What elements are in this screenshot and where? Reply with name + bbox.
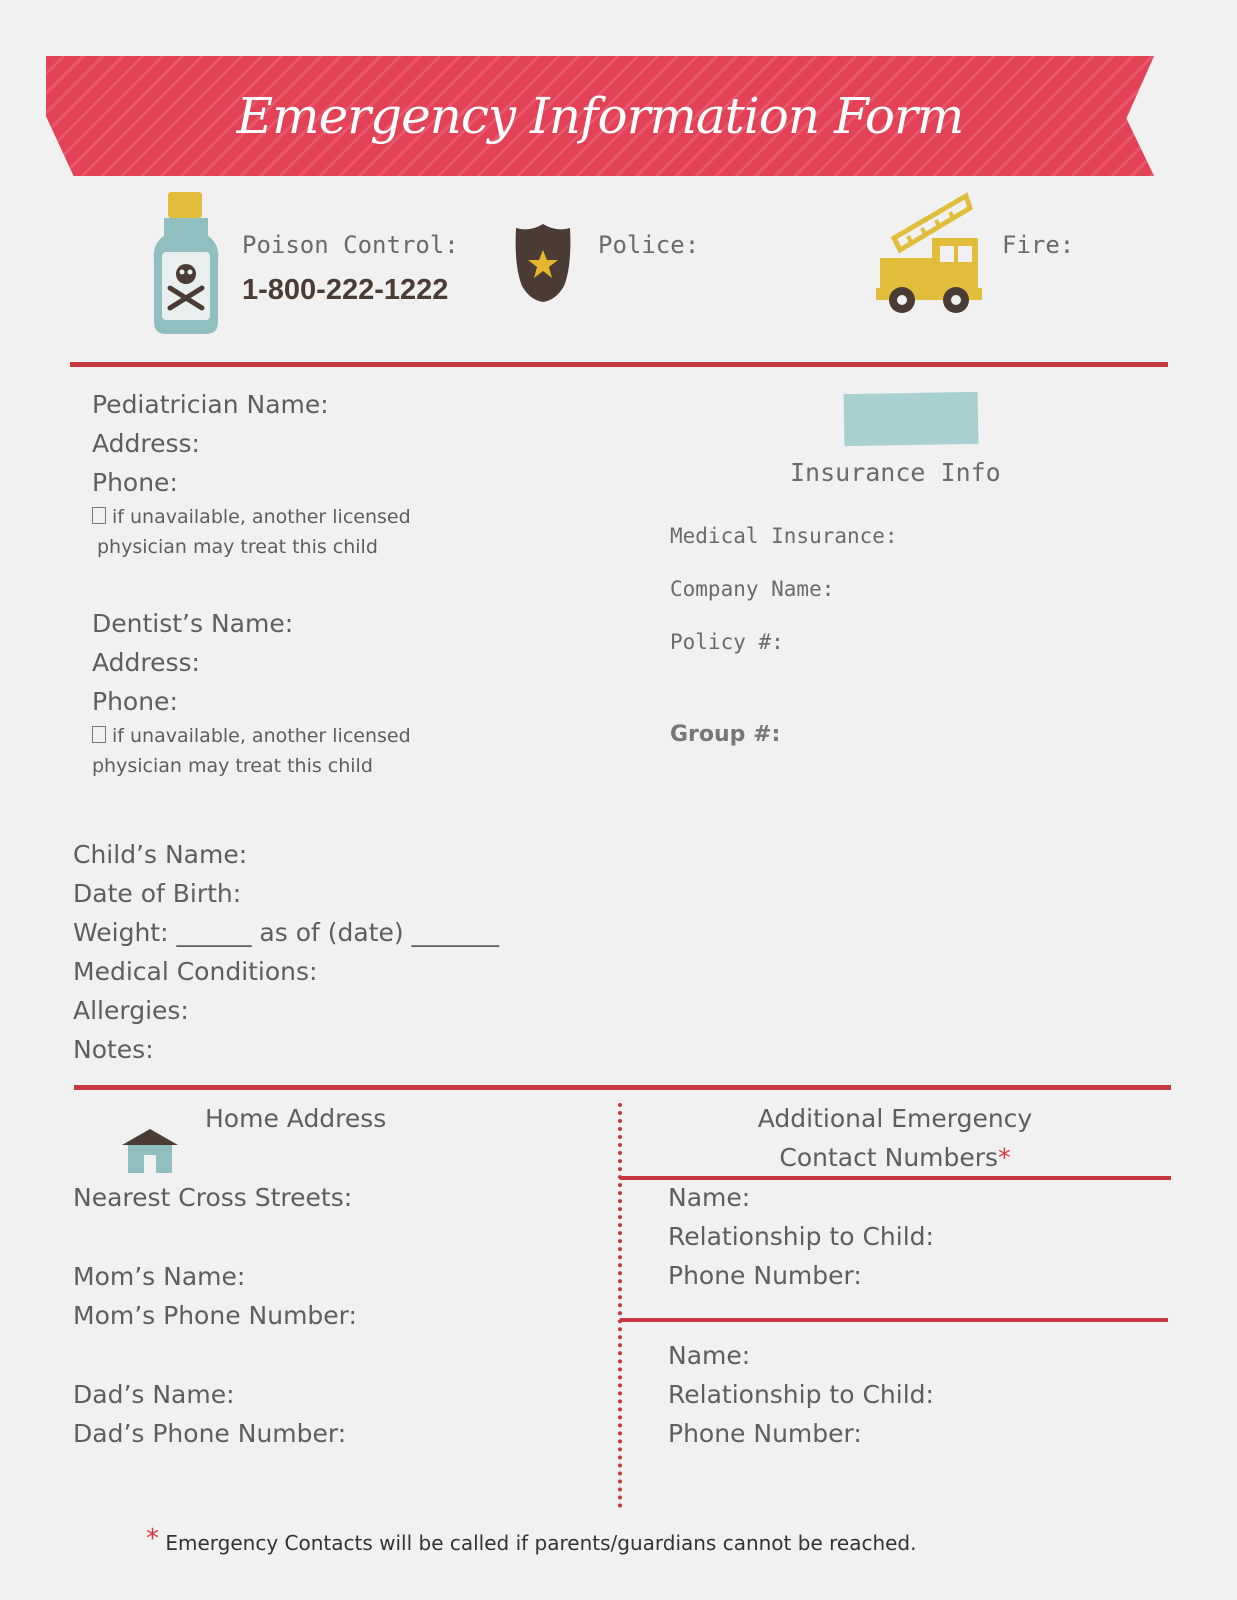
divider-middle [74,1085,1171,1090]
dentist-name-field[interactable]: Dentist’s Name: [92,609,294,638]
poison-control-label: Poison Control: [242,231,459,259]
pediatrician-address-field[interactable]: Address: [92,429,200,458]
pediatrician-note-line2: physician may treat this child [97,536,378,558]
footer-text: Emergency Contacts will be called if parents/guardians cannot be reached. [165,1531,917,1555]
divider-top [70,362,1168,367]
column-divider [618,1103,622,1508]
contacts-heading-line1: Additional Emergency [757,1104,1033,1133]
policy-number-field[interactable]: Policy #: [670,630,784,654]
mom-name-field[interactable]: Mom’s Name: [73,1262,246,1291]
dentist-checkbox[interactable] [92,726,106,743]
contacts-heading-line2 [640,1138,1150,1177]
fire-label: Fire: [1002,231,1075,259]
dentist-note-line2: physician may treat this child [92,755,373,777]
footer-note [146,1524,916,1555]
pediatrician-section [92,385,411,562]
dad-name-field[interactable]: Dad’s Name: [73,1380,235,1409]
form-title: Emergency Information Form [236,87,964,145]
dentist-note-line1: if unavailable, another licensed [112,725,411,747]
allergies-field[interactable]: Allergies: [73,996,189,1025]
medical-insurance-field[interactable]: Medical Insurance: [670,524,898,548]
pediatrician-phone-field[interactable]: Phone: [92,468,178,497]
contact2-name-field[interactable]: Name: [668,1341,751,1370]
dentist-address-field[interactable]: Address: [92,648,200,677]
dentist-phone-field[interactable]: Phone: [92,687,178,716]
contacts-asterisk: * [998,1143,1011,1172]
dentist-section [92,604,411,781]
fire-truck-icon [874,186,986,318]
contact1-phone-field[interactable]: Phone Number: [668,1261,862,1290]
group-number-field[interactable]: Group #: [670,722,781,747]
poison-bottle-icon [150,190,222,336]
insurance-heading: Insurance Info [790,458,1001,487]
home-address-heading: Home Address [205,1104,387,1133]
company-name-field[interactable]: Company Name: [670,577,835,601]
child-section [73,835,499,1069]
mom-phone-field[interactable]: Mom’s Phone Number: [73,1301,357,1330]
pediatrician-checkbox[interactable] [92,507,106,524]
poison-control-number: 1-800-222-1222 [242,274,449,306]
cross-streets-field[interactable]: Nearest Cross Streets: [73,1183,353,1212]
contact1-relationship-field[interactable]: Relationship to Child: [668,1222,934,1251]
divider-contacts-middle [620,1318,1168,1322]
notes-field[interactable]: Notes: [73,1035,154,1064]
weight-field[interactable]: Weight: ______ as of (date) _______ [73,918,500,947]
footer-asterisk: * [146,1524,159,1554]
contacts-heading-text: Contact Numbers [779,1143,999,1172]
contact1-name-field[interactable]: Name: [668,1183,751,1212]
contact2-phone-field[interactable]: Phone Number: [668,1419,862,1448]
contact2-relationship-field[interactable]: Relationship to Child: [668,1380,934,1409]
police-badge-icon [514,222,572,304]
tape-decoration [844,392,979,446]
house-icon [120,1127,180,1175]
pediatrician-note-line1: if unavailable, another licensed [112,506,411,528]
police-label: Police: [598,231,700,259]
date-of-birth-field[interactable]: Date of Birth: [73,879,242,908]
pediatrician-name-field[interactable]: Pediatrician Name: [92,390,329,419]
dad-phone-field[interactable]: Dad’s Phone Number: [73,1419,347,1448]
child-name-field[interactable]: Child’s Name: [73,840,248,869]
medical-conditions-field[interactable]: Medical Conditions: [73,957,318,986]
